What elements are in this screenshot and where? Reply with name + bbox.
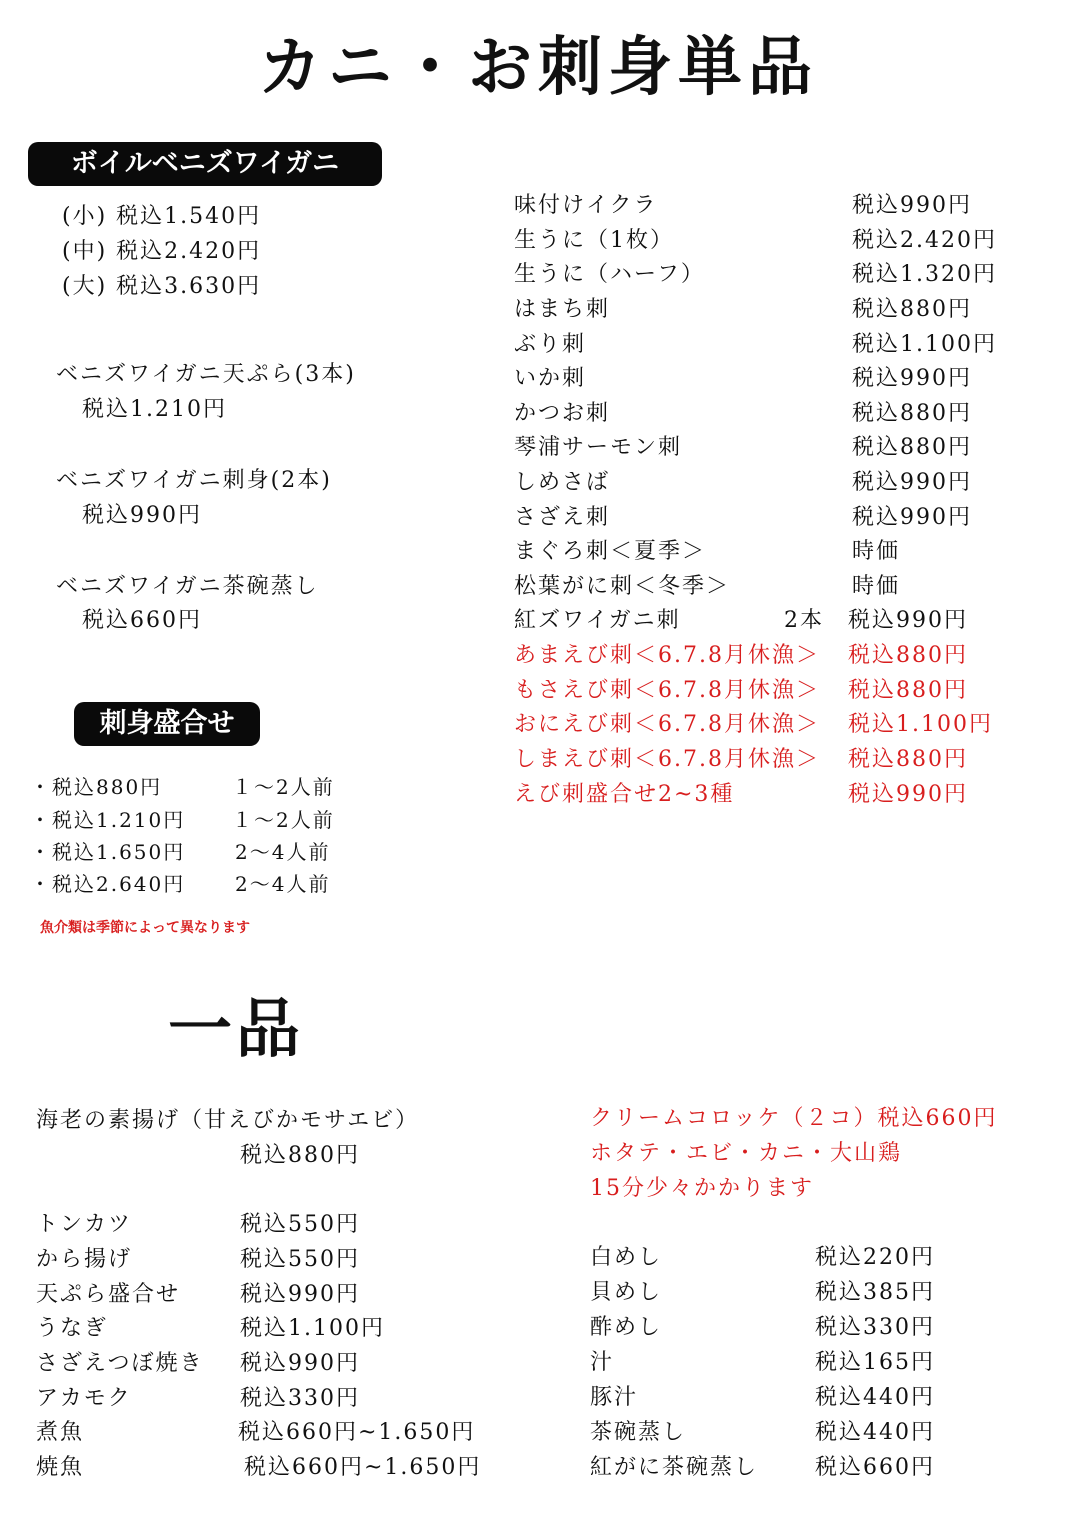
boil-item-name: ベニズワイガニ茶碗蒸し — [56, 574, 319, 599]
ippin-name: から揚げ — [36, 1247, 133, 1272]
ippin-price: 税込1.100円 — [240, 1316, 385, 1341]
rice-price: 税込330円 — [815, 1315, 935, 1340]
rice-price: 税込220円 — [815, 1245, 935, 1270]
ippin-price: 税込330円 — [240, 1386, 360, 1411]
rice-name: 酢めし — [590, 1315, 663, 1340]
platter-servings: 2～4人前 — [235, 840, 331, 864]
rice-price: 税込440円 — [815, 1420, 935, 1445]
boil-size-large: (大) 税込3.630円 — [62, 274, 262, 299]
sashimi-name: さざえ刺 — [514, 505, 611, 530]
rice-name: 紅がに茶碗蒸し — [590, 1455, 759, 1480]
rice-name: 豚汁 — [590, 1385, 639, 1410]
ebi-price: 税込880円 — [240, 1143, 360, 1168]
shrimp-name: もさえび刺＜6.7.8月休漁＞ — [514, 678, 820, 703]
rice-name: 貝めし — [590, 1280, 663, 1305]
ippin-price: 税込990円 — [240, 1351, 360, 1376]
ippin-name: うなぎ — [36, 1316, 109, 1341]
platter-price: ・税込880円 — [30, 775, 163, 799]
rice-price: 税込165円 — [815, 1350, 935, 1375]
sashimi-price: 税込2.420円 — [852, 228, 997, 253]
ippin-name: 煮魚 — [36, 1420, 85, 1445]
rice-name: 茶碗蒸し — [590, 1420, 687, 1445]
ippin-name: さざえつぼ焼き — [36, 1351, 204, 1376]
boil-size-small: (小) 税込1.540円 — [62, 204, 262, 229]
boil-item-price: 税込660円 — [82, 608, 202, 633]
rice-price: 税込440円 — [815, 1385, 935, 1410]
page-title: カニ・お刺身単品 — [258, 31, 818, 105]
sashimi-name: ぶり刺 — [514, 332, 587, 357]
sashimi-price: 時価 — [852, 539, 901, 564]
sashimi-price: 税込990円 — [852, 193, 972, 218]
ippin-price: 税込550円 — [240, 1247, 360, 1272]
croquette-contents: ホタテ・エビ・カニ・大山鶏 — [590, 1141, 903, 1166]
shrimp-price: 税込880円 — [848, 747, 968, 772]
rice-name: 白めし — [590, 1245, 663, 1270]
ippin-price: 税込990円 — [240, 1282, 360, 1307]
platter-servings: １～2人前 — [232, 775, 335, 799]
boil-item-price: 税込990円 — [82, 503, 202, 528]
sashimi-price: 税込990円 — [852, 366, 972, 391]
sashimi-name: しめさば — [514, 470, 611, 495]
platter-servings: 2～4人前 — [235, 872, 331, 896]
sashimi-name: まぐろ刺＜夏季＞ — [514, 539, 707, 564]
platter-price: ・税込2.640円 — [30, 872, 186, 896]
shrimp-price: 税込1.100円 — [848, 712, 993, 737]
shrimp-price: 税込990円 — [848, 782, 968, 807]
sashimi-price: 税込880円 — [852, 401, 972, 426]
sashimi-price: 税込880円 — [852, 297, 972, 322]
shrimp-name: えび刺盛合せ2~3種 — [514, 782, 735, 807]
sashimi-name: いか刺 — [514, 366, 587, 391]
shrimp-name: しまえび刺＜6.7.8月休漁＞ — [514, 747, 820, 772]
sashimi-name: はまち刺 — [514, 297, 611, 322]
ippin-price: 税込660円~1.650円 — [244, 1455, 482, 1480]
sashimi-price: 税込990円 — [848, 608, 968, 633]
shrimp-price: 税込880円 — [848, 678, 968, 703]
boil-item-name: ベニズワイガニ刺身(2本) — [56, 468, 332, 493]
ippin-name: 焼魚 — [36, 1455, 85, 1480]
ippin-name: トンカツ — [36, 1212, 133, 1237]
rice-price: 税込385円 — [815, 1280, 935, 1305]
sashimi-name: 紅ズワイガニ刺 — [514, 608, 681, 633]
platter-heading: 刺身盛合せ — [74, 702, 260, 746]
platter-price: ・税込1.650円 — [30, 840, 186, 864]
croquette-note: 15分少々かかります — [590, 1176, 814, 1201]
sashimi-name: 松葉がに刺＜冬季＞ — [514, 574, 731, 599]
sashimi-price: 税込990円 — [852, 470, 972, 495]
sashimi-price: 税込1.100円 — [852, 332, 997, 357]
ippin-name: アカモク — [36, 1386, 132, 1411]
boil-heading: ボイルベニズワイガニ — [28, 142, 382, 186]
rice-name: 汁 — [590, 1350, 615, 1375]
sashimi-name: 味付けイクラ — [514, 193, 658, 218]
boil-size-medium: (中) 税込2.420円 — [62, 239, 262, 264]
sashimi-name: 琴浦サーモン刺 — [514, 435, 683, 460]
sashimi-price: 税込990円 — [852, 505, 972, 530]
platter-note: 魚介類は季節によって異なります — [40, 920, 250, 936]
sashimi-price: 税込880円 — [852, 435, 972, 460]
shrimp-name: おにえび刺＜6.7.8月休漁＞ — [514, 712, 820, 737]
ippin-heading: 一品 — [168, 993, 304, 1067]
shrimp-name: あまえび刺＜6.7.8月休漁＞ — [514, 643, 820, 668]
sashimi-name: 生うに（ハーフ） — [514, 262, 705, 287]
platter-servings: １～2人前 — [232, 808, 335, 832]
sashimi-name: かつお刺 — [514, 401, 611, 426]
ebi-name: 海老の素揚げ（甘えびかモサエビ） — [36, 1108, 420, 1133]
rice-price: 税込660円 — [815, 1455, 935, 1480]
ippin-name: 天ぷら盛合せ — [36, 1282, 181, 1307]
shrimp-price: 税込880円 — [848, 643, 968, 668]
ippin-price: 税込550円 — [240, 1212, 360, 1237]
croquette-title: クリームコロッケ（２コ）税込660円 — [590, 1106, 998, 1131]
sashimi-qty: 2本 — [784, 608, 824, 633]
sashimi-price: 税込1.320円 — [852, 262, 997, 287]
sashimi-name: 生うに（1枚） — [514, 228, 674, 253]
ippin-price: 税込660円~1.650円 — [238, 1420, 476, 1445]
boil-item-price: 税込1.210円 — [82, 397, 227, 422]
sashimi-price: 時価 — [852, 574, 901, 599]
boil-item-name: ベニズワイガニ天ぷら(3本) — [56, 362, 356, 387]
platter-price: ・税込1.210円 — [30, 808, 186, 832]
